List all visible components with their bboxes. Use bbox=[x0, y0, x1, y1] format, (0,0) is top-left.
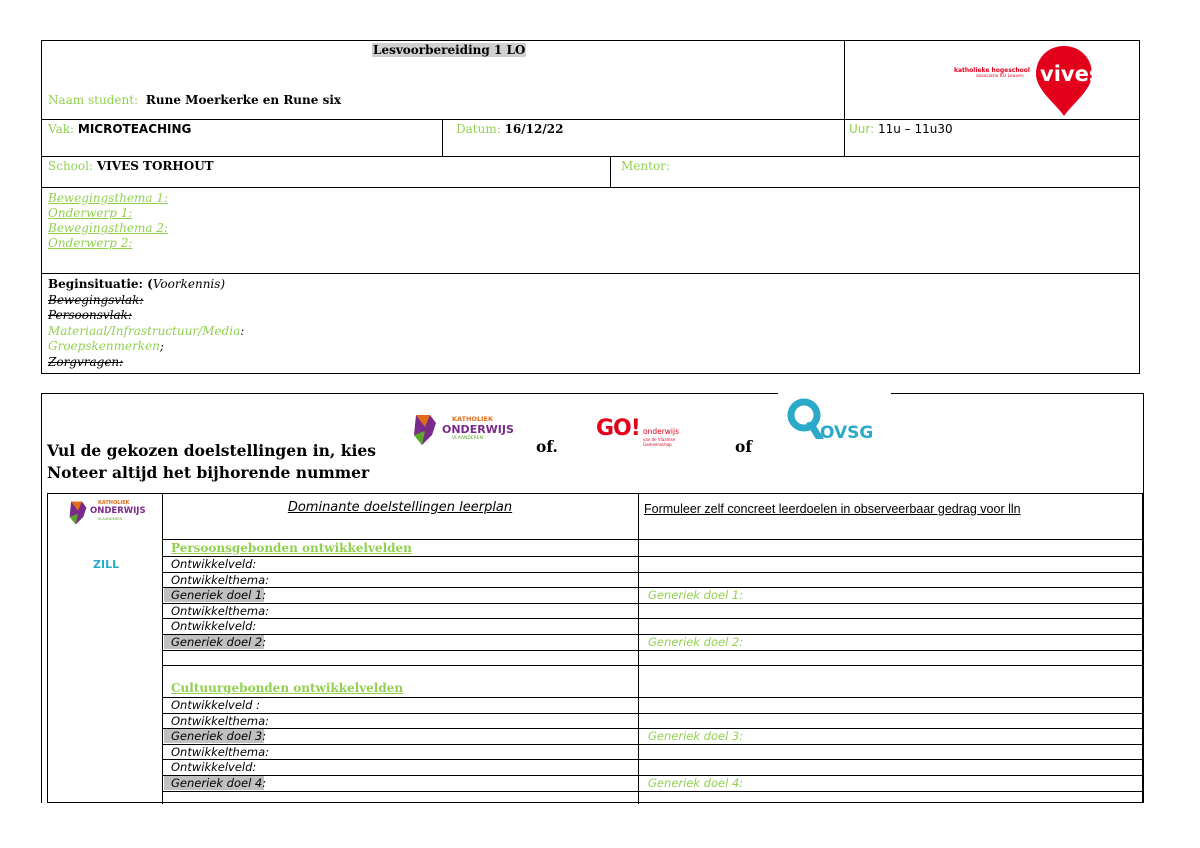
ko-emblem-icon bbox=[412, 413, 438, 447]
section-cultuurgebonden: Cultuurgebonden ontwikkelvelden bbox=[171, 681, 404, 695]
beginsituatie-block: Beginsituatie: (Voorkennis) Bewegingsvlak: Persoonsvlak: Materiaal/Infrastructuur/Media: Groepskenmerken; Zorgvragen: bbox=[48, 277, 245, 369]
section-persoonsgebonden: Persoonsgebonden ontwikkelvelden bbox=[171, 541, 412, 555]
uur-cell: Uur: 11u – 11u30 bbox=[849, 122, 953, 136]
row-goal-label: Generiek doel 4: bbox=[648, 776, 744, 790]
row-label: Ontwikkelveld: bbox=[171, 760, 257, 775]
katholiek-onderwijs-logo: KATHOLIEK ONDERWIJS VLAANDEREN bbox=[412, 413, 512, 453]
row-label: Ontwikkelveld: bbox=[171, 619, 257, 634]
row-label: Ontwikkelthema: bbox=[171, 744, 270, 759]
datum-cell: Datum: 16/12/22 bbox=[456, 122, 564, 136]
table-row bbox=[162, 759, 1144, 760]
goals-instructions: Vul de gekozen doelstellingen in, kies Noteer altijd het bijhorende nummer bbox=[47, 441, 376, 482]
lesson-header-table bbox=[41, 40, 1140, 374]
or-text-2: of bbox=[735, 437, 753, 456]
theme-line: Bewegingsthema 2: bbox=[48, 221, 169, 235]
zill-ko-logo: KATHOLIEK ONDERWIJS VLAANDEREN bbox=[68, 500, 148, 532]
table-row bbox=[162, 713, 1144, 714]
school-cell: School: VIVES TORHOUT bbox=[48, 159, 214, 173]
objectives-table bbox=[47, 493, 1143, 803]
ko-emblem-icon bbox=[68, 500, 88, 526]
col-header-leerdoelen: Formuleer zelf concreet leerdoelen in observeerbaar gedrag voor lln bbox=[644, 502, 1021, 516]
ovsg-logo: OVSG bbox=[786, 397, 896, 447]
page-title: Lesvoorbereiding 1 LO bbox=[373, 43, 526, 57]
row-label: Generiek doel 2: bbox=[171, 635, 267, 649]
col-header-leerplan: Dominante doelstellingen leerplan bbox=[287, 500, 513, 515]
row-label: Ontwikkelveld : bbox=[171, 698, 260, 712]
datum-value: 16/12/22 bbox=[504, 122, 564, 136]
row-goal-label: Generiek doel 1: bbox=[648, 588, 744, 603]
row-label: Generiek doel 1: bbox=[171, 588, 267, 603]
uur-value: 11u – 11u30 bbox=[877, 122, 953, 136]
row-label: Ontwikkelthema: bbox=[171, 603, 270, 618]
theme-line: Bewegingsthema 1: bbox=[48, 191, 169, 205]
row-label: Ontwikkelthema: bbox=[171, 713, 270, 728]
student-value: Rune Moerkerke en Rune six bbox=[145, 93, 342, 107]
row-label: Generiek doel 3: bbox=[171, 729, 267, 744]
table-row bbox=[162, 791, 1144, 792]
zill-label: ZILL bbox=[93, 558, 120, 571]
vak-value: MICROTEACHING bbox=[77, 122, 192, 136]
row-goal-label: Generiek doel 3: bbox=[648, 729, 744, 744]
table-row bbox=[162, 744, 1144, 745]
vives-brand-text: vives bbox=[1040, 62, 1102, 86]
vak-cell: Vak: MICROTEACHING bbox=[48, 122, 192, 136]
row-label: Generiek doel 4: bbox=[171, 776, 267, 790]
theme-line: Onderwerp 2: bbox=[48, 236, 133, 250]
mentor-label: Mentor: bbox=[621, 159, 670, 173]
table-row bbox=[162, 650, 1144, 651]
vives-logo: katholieke hogeschool associatie KU Leuven vives bbox=[954, 44, 1094, 118]
go-logo: GO! onderwijs van de Vlaamse Gemeenschap bbox=[596, 416, 680, 447]
or-text-1: of. bbox=[536, 437, 558, 456]
school-value: VIVES TORHOUT bbox=[96, 159, 214, 173]
table-row bbox=[162, 603, 1144, 604]
table-row bbox=[162, 618, 1144, 619]
row-label: Ontwikkelthema: bbox=[171, 572, 270, 587]
table-row bbox=[162, 572, 1144, 573]
theme-line: Onderwerp 1: bbox=[48, 206, 133, 220]
student-row bbox=[48, 93, 341, 107]
student-label: Naam student: bbox=[48, 93, 139, 107]
themes-block bbox=[48, 191, 168, 251]
row-label: Ontwikkelveld: bbox=[171, 557, 257, 571]
row-goal-label: Generiek doel 2: bbox=[648, 635, 744, 649]
